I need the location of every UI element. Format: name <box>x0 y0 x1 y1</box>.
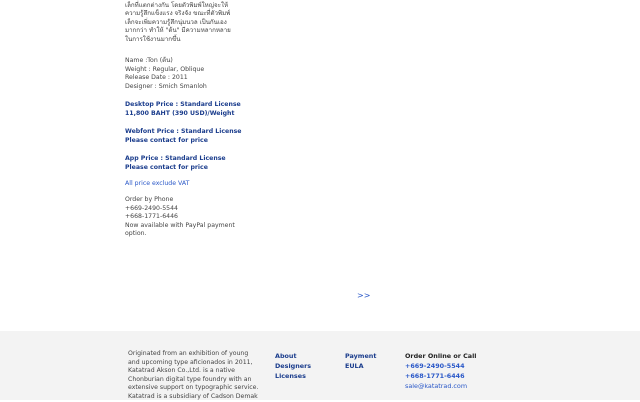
desktop-price-value: 11,800 BAHT (390 USD)/Weight <box>125 109 235 117</box>
about-line: Chonburian digital type foundry with an <box>128 375 252 383</box>
description-line: ในการใช้งานมากขึ้น <box>125 35 181 43</box>
webfont-price-value: Please contact for price <box>125 136 208 144</box>
description-line: เล็กที่แตกต่างกัน โดยตัวพิมพ์ใหญ่จะให้ <box>125 1 229 9</box>
description-line: เล็กจะเพิ่มความรู้สึกนุ่มนวล เป็นกันเอง <box>125 18 227 26</box>
footer-nav-2 <box>345 351 376 371</box>
footer-link-about[interactable]: About <box>275 352 297 360</box>
about-line: extensive support on typographic service. <box>128 384 259 392</box>
next-page-link[interactable]: >> <box>357 291 371 300</box>
footer-nav-1 <box>275 351 311 381</box>
font-name: Name :Ton (ต้น) <box>125 57 173 64</box>
contact-email[interactable]: sale@katatrad.com <box>405 382 468 390</box>
release-date: Release Date : 2011 <box>125 74 188 82</box>
description-line: ความรู้สึกแข็งแรง จริงจัง ขณะที่ตัวพิมพ์ <box>125 10 231 18</box>
designer: Designer : Smich Smanloh <box>125 82 207 90</box>
webfont-pricing <box>125 128 242 145</box>
footer-link-licenses[interactable]: Licenses <box>275 372 306 380</box>
contact-phone-2[interactable]: +668-1771-6446 <box>405 372 465 380</box>
font-description <box>125 0 233 45</box>
vat-note: All price exclude VAT <box>125 180 190 187</box>
desktop-pricing <box>125 101 241 118</box>
app-pricing <box>125 155 226 172</box>
footer-contact <box>405 351 477 391</box>
vat-note-block <box>125 180 189 189</box>
order-info <box>125 196 235 239</box>
app-price-title: App Price : Standard License <box>125 155 226 162</box>
contact-phone-1[interactable]: +669-2490-5544 <box>405 362 465 370</box>
order-phone-1: +669-2490-5544 <box>125 204 178 212</box>
webfont-price-title: Webfont Price : Standard License <box>125 128 242 135</box>
contact-heading: Order Online or Call <box>405 352 477 360</box>
about-line: and upcoming type aficionados in 2011, <box>128 358 253 366</box>
about-line: Katatrad is a subsidiary of Cadson Demak <box>128 392 258 400</box>
footer-link-payment[interactable]: Payment <box>345 352 377 360</box>
site-footer <box>0 331 640 400</box>
footer-link-designers[interactable]: Designers <box>275 362 312 370</box>
order-phone-2: +668-1771-6446 <box>125 213 178 221</box>
font-weight: Weight : Regular, Oblique <box>125 65 205 73</box>
about-line: Originated from an exhibition of young <box>128 350 249 357</box>
order-by-phone: Order by Phone <box>125 196 174 203</box>
footer-about-text <box>128 350 259 402</box>
about-line: Katatrad Akson Co.,Ltd. is a native <box>128 367 235 375</box>
description-line: มากกว่า ทำให้ "ต้น" มีความหลากหลาย <box>125 27 231 35</box>
footer-link-eula[interactable]: EULA <box>345 362 364 370</box>
desktop-price-title: Desktop Price : Standard License <box>125 101 241 108</box>
app-price-value: Please contact for price <box>125 163 208 171</box>
paypal-note-cont: option. <box>125 230 147 238</box>
paypal-note: Now available with PayPal payment <box>125 221 235 229</box>
font-info <box>125 57 207 91</box>
